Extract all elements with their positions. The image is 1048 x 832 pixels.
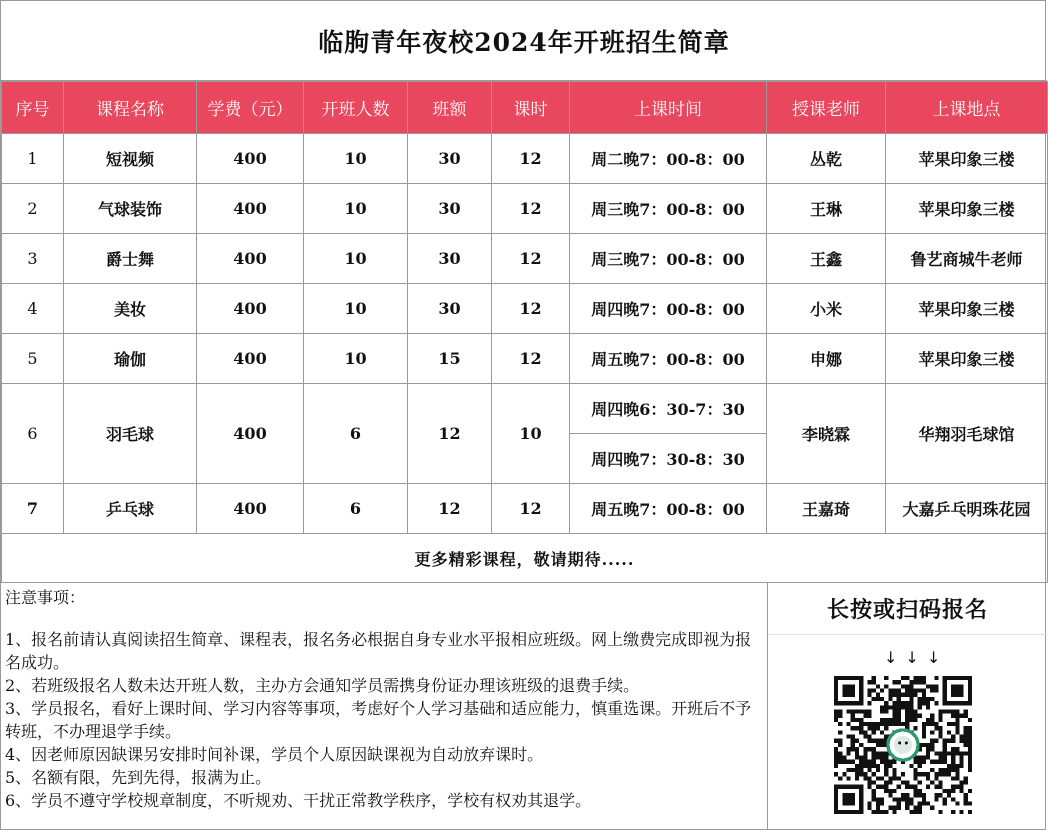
table-row (2, 184, 1048, 234)
cell-name: 短视频 (64, 134, 197, 184)
cell-name: 羽毛球 (64, 384, 197, 484)
cell-time: 周四晚7：30-8：30 (570, 434, 767, 484)
cell-hours: 10 (492, 384, 570, 484)
cell-fee: 400 (197, 134, 304, 184)
more-courses-row (2, 534, 1048, 583)
cell-fee: 400 (197, 234, 304, 284)
cell-time: 周四晚6：30-7：30 (570, 384, 767, 434)
cell-time: 周三晚7：00-8：00 (570, 184, 767, 234)
cell-place: 鲁艺商城牛老师 (886, 234, 1048, 284)
cell-teacher: 王鑫 (767, 234, 886, 284)
table-row (2, 134, 1048, 184)
notes-heading: 注意事项： (5, 588, 86, 607)
col-header-fee: 学费（元） (197, 82, 304, 134)
cell-min: 10 (304, 134, 408, 184)
cell-time: 周五晚7：00-8：00 (570, 484, 767, 534)
cell-min: 10 (304, 184, 408, 234)
cell-time: 周三晚7：00-8：00 (570, 234, 767, 284)
more-courses-text: 更多精彩课程，敬请期待..... (2, 534, 1048, 583)
col-header-teacher: 授课老师 (767, 82, 886, 134)
cell-min: 10 (304, 334, 408, 384)
col-header-hours: 课时 (492, 82, 570, 134)
cell-name: 气球装饰 (64, 184, 197, 234)
qr-code-icon[interactable] (834, 676, 972, 814)
cell-teacher: 王嘉琦 (767, 484, 886, 534)
cell-place: 苹果印象三楼 (886, 284, 1048, 334)
scan-title: 长按或扫码报名 (768, 582, 1047, 635)
table-row (2, 284, 1048, 334)
cell-no: 1 (2, 134, 64, 184)
cell-name: 瑜伽 (64, 334, 197, 384)
course-table (1, 81, 1048, 583)
cell-fee: 400 (197, 284, 304, 334)
cell-place: 苹果印象三楼 (886, 334, 1048, 384)
cell-cap: 30 (408, 284, 492, 334)
cell-no: 5 (2, 334, 64, 384)
cell-cap: 30 (408, 234, 492, 284)
cell-name: 乒乓球 (64, 484, 197, 534)
cell-time: 周二晚7：00-8：00 (570, 134, 767, 184)
cell-place: 苹果印象三楼 (886, 134, 1048, 184)
cell-fee: 400 (197, 484, 304, 534)
col-header-min: 开班人数 (304, 82, 408, 134)
cell-teacher: 王琳 (767, 184, 886, 234)
col-header-place: 上课地点 (886, 82, 1048, 134)
cell-teacher: 申娜 (767, 334, 886, 384)
cell-min: 6 (304, 384, 408, 484)
cell-time: 周四晚7：00-8：00 (570, 284, 767, 334)
cell-hours: 12 (492, 234, 570, 284)
cell-fee: 400 (197, 184, 304, 234)
cell-teacher: 丛乾 (767, 134, 886, 184)
col-header-name: 课程名称 (64, 82, 197, 134)
cell-cap: 30 (408, 184, 492, 234)
cell-hours: 12 (492, 334, 570, 384)
cell-place: 大嘉乒乓明珠花园 (886, 484, 1048, 534)
cell-name: 爵士舞 (64, 234, 197, 284)
cell-fee: 400 (197, 334, 304, 384)
note-item: 4、因老师原因缺课另安排时间补课，学员个人原因缺课视为自动放弃课时。 (5, 745, 544, 764)
cell-place: 华翔羽毛球馆 (886, 384, 1048, 484)
note-item: 3、学员报名，看好上课时间、学习内容等事项，考虑好个人学习基础和适应能力，慎重选课。开班后不予转班，不办理退学手续。 (5, 699, 752, 741)
cell-cap: 12 (408, 484, 492, 534)
cell-min: 10 (304, 234, 408, 284)
down-arrows-icon: ↓↓↓ (884, 648, 949, 667)
cell-no: 6 (2, 384, 64, 484)
cell-place: 苹果印象三楼 (886, 184, 1048, 234)
cell-no: 3 (2, 234, 64, 284)
cell-min: 6 (304, 484, 408, 534)
table-header-row (2, 82, 1048, 134)
cell-fee: 400 (197, 384, 304, 484)
notes-section (1, 582, 768, 830)
page-title: 临朐青年夜校2024年开班招生简章 (1, 1, 1047, 81)
cell-hours: 12 (492, 134, 570, 184)
col-header-time: 上课时间 (570, 82, 767, 134)
cell-min: 10 (304, 284, 408, 334)
table-row (2, 384, 1048, 434)
table-row (2, 334, 1048, 384)
cell-teacher: 李晓霖 (767, 384, 886, 484)
cell-cap: 15 (408, 334, 492, 384)
note-item: 2、若班级报名人数未达开班人数，主办方会通知学员需携身份证办理该班级的退费手续。 (5, 676, 640, 695)
cell-no: 7 (2, 484, 64, 534)
table-row (2, 484, 1048, 534)
cell-name: 美妆 (64, 284, 197, 334)
cell-time: 周五晚7：00-8：00 (570, 334, 767, 384)
cell-hours: 12 (492, 284, 570, 334)
cell-cap: 12 (408, 384, 492, 484)
note-item: 6、学员不遵守学校规章制度，不听规劝、干扰正常教学秩序，学校有权劝其退学。 (5, 791, 592, 810)
cell-no: 4 (2, 284, 64, 334)
cell-no: 2 (2, 184, 64, 234)
cell-teacher: 小米 (767, 284, 886, 334)
cell-cap: 30 (408, 134, 492, 184)
cell-hours: 12 (492, 484, 570, 534)
table-row (2, 234, 1048, 284)
cell-hours: 12 (492, 184, 570, 234)
note-item: 5、名额有限，先到先得，报满为止。 (5, 768, 272, 787)
col-header-cap: 班额 (408, 82, 492, 134)
note-item: 1、报名前请认真阅读招生简章、课程表，报名务必根据自身专业水平报相应班级。网上缴费完成即视为报名成功。 (5, 630, 752, 672)
col-header-no: 序号 (2, 82, 64, 134)
signup-qr-panel (768, 582, 1047, 830)
